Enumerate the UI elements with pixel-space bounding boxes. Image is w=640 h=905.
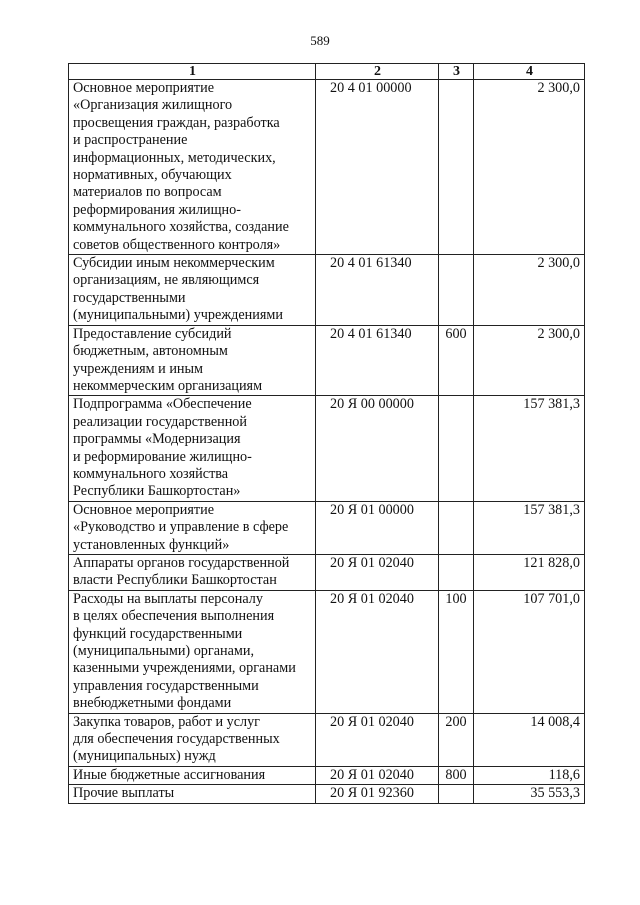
row-name-line: (муниципальными) органами, [73, 643, 255, 659]
row-name-line: Республики Башкортостан» [73, 483, 241, 500]
table-row [69, 325, 585, 396]
row-type-cell [439, 501, 474, 554]
row-name-line: некоммерческим организациям [73, 377, 263, 394]
row-name-line: в целях обеспечения выполнения [73, 608, 275, 625]
row-name-line: информационных, методических, [73, 149, 276, 166]
row-amount-cell: 157 381,3 [474, 501, 585, 554]
table-row [69, 785, 585, 803]
table-row [69, 255, 585, 326]
row-type-cell [439, 554, 474, 590]
row-name-cell [69, 396, 316, 501]
row-name-line: организациям, не являющимся [73, 272, 260, 289]
row-type-cell [439, 80, 474, 255]
row-amount-cell: 2 300,0 [474, 325, 585, 396]
row-code-cell: 20 Я 01 00000 [316, 501, 439, 554]
row-name-line: коммунального хозяйства, создание [73, 219, 289, 236]
row-name-cell [69, 590, 316, 713]
row-amount-cell: 121 828,0 [474, 554, 585, 590]
table-row [69, 713, 585, 766]
row-amount-cell: 2 300,0 [474, 255, 585, 326]
row-name-line: Аппараты органов государственной [73, 554, 290, 571]
row-code-cell: 20 4 01 00000 [316, 80, 439, 255]
table-row [69, 80, 585, 255]
row-amount-cell: 118,6 [474, 766, 585, 784]
row-name-line: Основное мероприятие [73, 80, 214, 96]
row-name-cell [69, 325, 316, 396]
page-number: 589 [310, 33, 330, 48]
table-row [69, 766, 585, 784]
row-name-line: Основное мероприятие [73, 501, 214, 518]
row-name-line: «Руководство и управление в сфере [73, 519, 289, 536]
row-name-line: «Организация жилищного [73, 97, 233, 114]
row-amount-cell: 107 701,0 [474, 590, 585, 713]
table-body [69, 80, 585, 804]
row-name-line: и реформирование жилищно- [73, 448, 252, 465]
row-name-line: государственными [73, 289, 186, 306]
row-type-cell [439, 396, 474, 501]
row-code-cell: 20 4 01 61340 [316, 255, 439, 326]
column-header-code: 2 [316, 64, 439, 80]
row-name-line: управления государственными [73, 677, 259, 694]
row-amount-cell: 35 553,3 [474, 785, 585, 803]
row-type-cell [439, 785, 474, 803]
row-code-cell: 20 Я 01 02040 [316, 713, 439, 766]
row-name-cell [69, 255, 316, 326]
row-name-cell [69, 80, 316, 255]
table-header [69, 64, 585, 80]
row-type-cell: 800 [439, 766, 474, 784]
table-row [69, 396, 585, 501]
row-name-line: и распространение [73, 132, 188, 149]
row-name-line: власти Республики Башкортостан [73, 572, 277, 589]
row-code-cell: 20 Я 01 02040 [316, 590, 439, 713]
row-name-line: реформирования жилищно- [73, 201, 241, 218]
row-amount-cell: 14 008,4 [474, 713, 585, 766]
row-name-cell [69, 554, 316, 590]
row-name-line: для обеспечения государственных [73, 731, 280, 748]
row-name-line: установленных функций» [73, 536, 230, 553]
row-name-line: Расходы на выплаты персоналу [73, 590, 263, 607]
row-name-line: Закупка товаров, работ и услуг [73, 713, 260, 730]
row-name-line: программы «Модернизация [73, 431, 241, 448]
row-name-line: Предоставление субсидий [73, 325, 232, 342]
row-name-cell [69, 713, 316, 766]
row-name-line: (муниципальными) учреждениями [73, 307, 283, 324]
row-name-line: советов общественного контроля» [73, 236, 281, 253]
header-row [69, 64, 585, 80]
row-name-line: нормативных, обучающих [73, 167, 232, 184]
column-header-amount: 4 [474, 64, 585, 80]
row-name-line: реализации государственной [73, 413, 247, 430]
row-name-cell [69, 501, 316, 554]
row-type-cell: 100 [439, 590, 474, 713]
row-code-cell: 20 Я 01 92360 [316, 785, 439, 803]
column-header-type: 3 [439, 64, 474, 80]
row-code-cell: 20 Я 01 02040 [316, 766, 439, 784]
row-type-cell: 200 [439, 713, 474, 766]
row-name-line: бюджетным, автономным [73, 343, 228, 360]
row-amount-cell: 2 300,0 [474, 80, 585, 255]
row-name-line: внебюджетными фондами [73, 695, 232, 712]
row-name-line: учреждениям и иным [73, 360, 204, 377]
row-amount-cell: 157 381,3 [474, 396, 585, 501]
row-name-line: Иные бюджетные ассигнования [73, 766, 266, 783]
table-row [69, 501, 585, 554]
row-name-cell [69, 766, 316, 784]
row-code-cell: 20 4 01 61340 [316, 325, 439, 396]
row-type-cell [439, 255, 474, 326]
table-row [69, 554, 585, 590]
budget-table [68, 63, 585, 804]
column-header-name: 1 [69, 64, 316, 80]
row-name-line: (муниципальных) нужд [73, 748, 216, 765]
table-row [69, 590, 585, 713]
row-name-line: казенными учреждениями, органами [73, 660, 296, 677]
row-code-cell: 20 Я 00 00000 [316, 396, 439, 501]
row-name-line: коммунального хозяйства [73, 465, 229, 482]
row-code-cell: 20 Я 01 02040 [316, 554, 439, 590]
row-name-line: функций государственными [73, 625, 243, 642]
row-type-cell: 600 [439, 325, 474, 396]
row-name-line: Прочие выплаты [73, 785, 175, 802]
row-name-line: Подпрограмма «Обеспечение [73, 396, 252, 413]
row-name-line: Субсидии иным некоммерческим [73, 255, 275, 272]
row-name-cell [69, 785, 316, 803]
row-name-line: просвещения граждан, разработка [73, 114, 280, 131]
row-name-line: материалов по вопросам [73, 184, 222, 201]
